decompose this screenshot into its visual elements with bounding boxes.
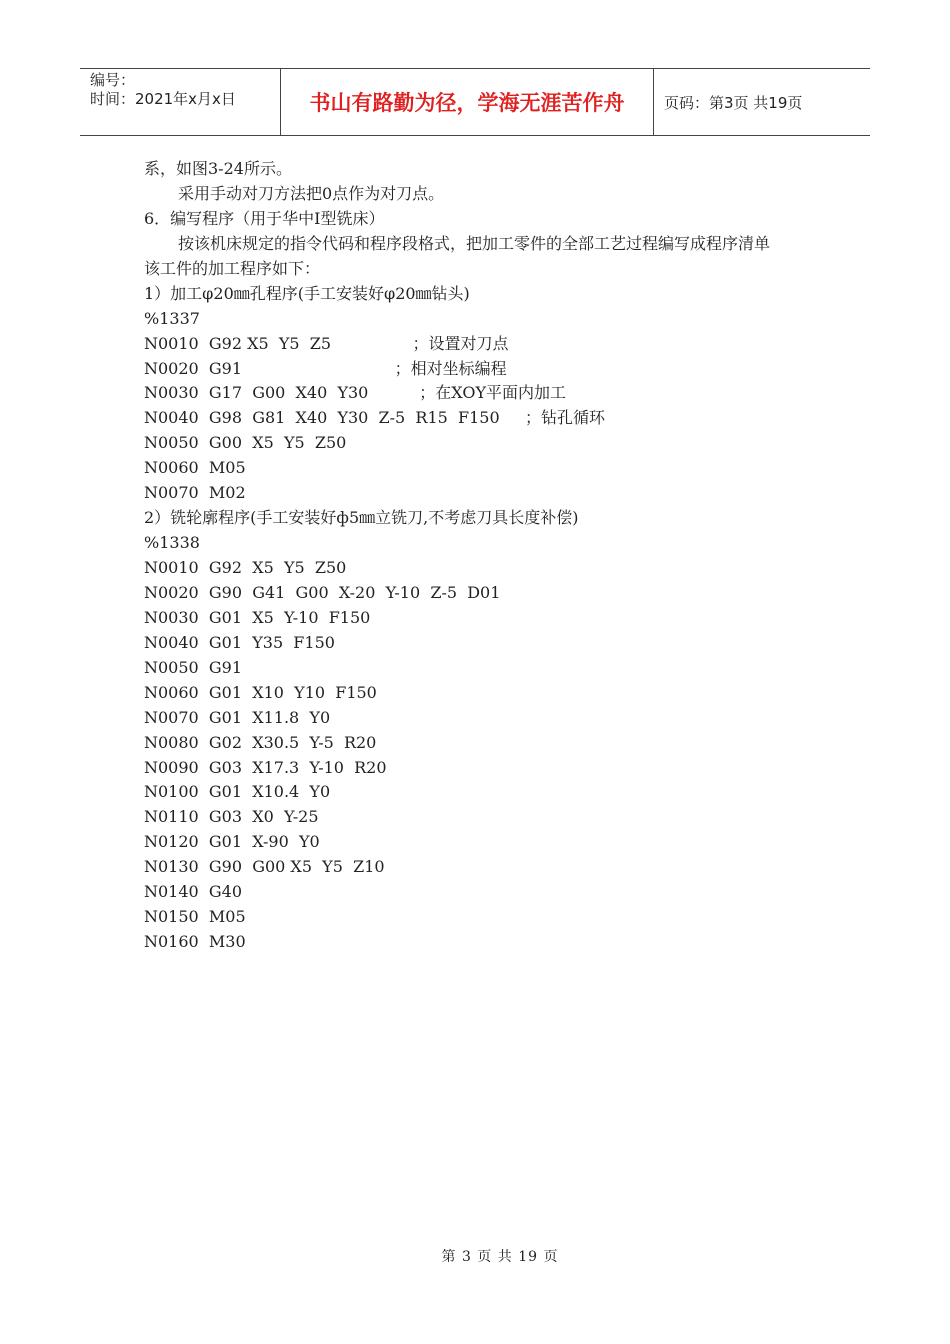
code-line: N0020 G91 ；相对坐标编程	[144, 358, 507, 378]
code-line: N0130 G90 G00 X5 Y5 Z10	[144, 857, 385, 877]
code-line: N0030 G01 X5 Y-10 F150	[144, 607, 371, 627]
code-line: N0040 G98 G81 X40 Y30 Z-5 R15 F150 ；钻孔循环	[144, 408, 606, 428]
code-line: N0050 G91	[144, 657, 243, 677]
code-line: N0070 M02	[144, 483, 246, 503]
code-line: N0010 G92 X5 Y5 Z50	[144, 558, 347, 577]
body-line: 6．编写程序（用于华中I型铣床）	[144, 208, 385, 228]
header-page-cell	[654, 69, 870, 135]
code-line: N0140 G40	[144, 882, 243, 902]
code-line: N0060 M05	[144, 458, 246, 478]
body-line: 采用手动对刀方法把0点作为对刀点。	[178, 183, 445, 203]
code-line: %1337	[144, 308, 200, 328]
page-footer	[0, 1246, 950, 1266]
code-line: N0080 G02 X30.5 Y-5 R20	[144, 732, 377, 752]
code-line: N0160 M30	[144, 932, 246, 952]
code-line: N0150 M05	[144, 907, 246, 927]
code-line: N0020 G90 G41 G00 X-20 Y-10 Z-5 D01	[144, 582, 501, 602]
body-line: 按该机床规定的指令代码和程序段格式，把加工零件的全部工艺过程编写成程序清单	[178, 233, 771, 253]
number-label: 编号：	[90, 71, 136, 89]
code-line: N0070 G01 X11.8 Y0	[144, 707, 331, 727]
body-line: 系，如图3-24所示。	[144, 159, 292, 178]
code-line: N0090 G03 X17.3 Y-10 R20	[144, 757, 387, 777]
header-left-cell	[80, 69, 281, 135]
time-label: 时间：2021年x月x日	[90, 90, 236, 108]
motto-text: 书山有路勤为径，学海无涯苦作舟	[309, 91, 625, 115]
body-line: 2）铣轮廓程序(手工安装好ф5㎜立铣刀,不考虑刀具长度补偿)	[144, 508, 579, 528]
code-line: N0100 G01 X10.4 Y0	[144, 782, 331, 802]
code-line: N0030 G17 G00 X40 Y30 ；在XOY平面内加工	[144, 383, 567, 403]
page-header	[80, 68, 870, 136]
footer-page-number: 第 3 页 共 19 页	[441, 1249, 559, 1265]
document-body	[144, 157, 824, 955]
body-line: 该工件的加工程序如下：	[144, 258, 321, 278]
code-line: N0040 G01 Y35 F150	[144, 632, 335, 652]
code-line: N0060 G01 X10 Y10 F150	[144, 682, 377, 702]
code-line: N0110 G03 X0 Y-25	[144, 807, 319, 827]
code-line: N0120 G01 X-90 Y0	[144, 832, 320, 852]
header-page-label: 页码：第3页 共19页	[664, 93, 803, 112]
code-line: N0010 G92 X5 Y5 Z5 ；设置对刀点	[144, 333, 509, 353]
body-line: 1）加工φ20㎜孔程序(手工安装好φ20㎜钻头)	[144, 283, 470, 303]
code-line: N0050 G00 X5 Y5 Z50	[144, 433, 347, 453]
header-motto-cell	[281, 69, 654, 135]
code-line: %1338	[144, 533, 200, 553]
